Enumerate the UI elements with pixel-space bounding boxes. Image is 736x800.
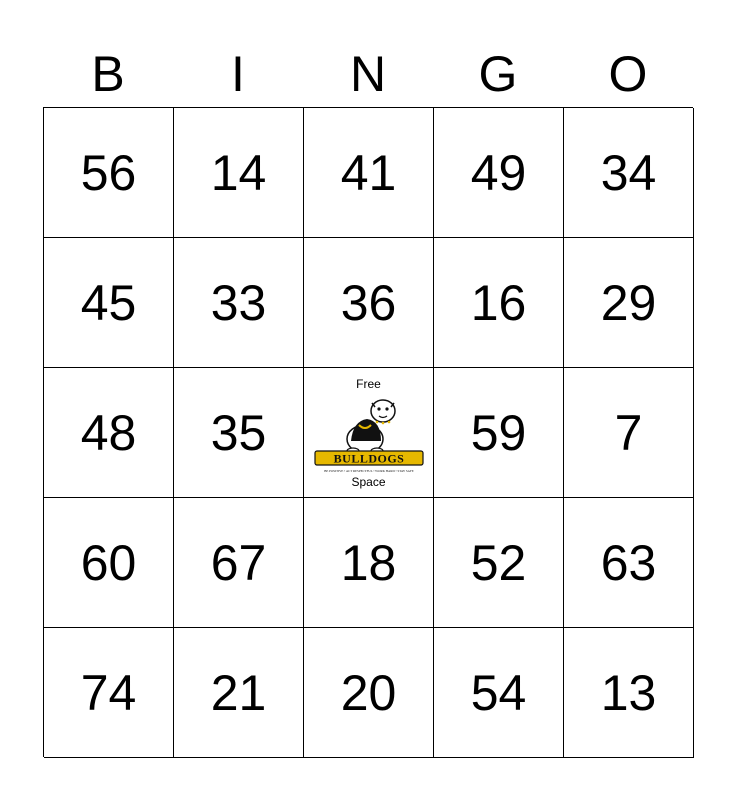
bingo-cell[interactable]: 35 bbox=[174, 368, 304, 498]
bingo-cell[interactable]: 74 bbox=[44, 628, 174, 758]
bingo-cell[interactable]: 63 bbox=[564, 498, 694, 628]
header-letter-b: B bbox=[91, 46, 125, 102]
bingo-cell[interactable]: 7 bbox=[564, 368, 694, 498]
bingo-cell[interactable]: 14 bbox=[174, 108, 304, 238]
header-letter-i: I bbox=[231, 46, 245, 102]
bingo-cell[interactable]: 13 bbox=[564, 628, 694, 758]
bingo-cell[interactable]: 18 bbox=[304, 498, 434, 628]
bingo-cell[interactable]: 48 bbox=[44, 368, 174, 498]
bingo-cell[interactable]: 60 bbox=[44, 498, 174, 628]
bingo-cell[interactable]: 29 bbox=[564, 238, 694, 368]
free-space-label: Free bbox=[356, 376, 381, 391]
bingo-cell[interactable]: 33 bbox=[174, 238, 304, 368]
bingo-grid bbox=[43, 107, 693, 757]
bingo-cell[interactable]: 54 bbox=[434, 628, 564, 758]
bingo-cell[interactable]: 34 bbox=[564, 108, 694, 238]
bulldogs-logo bbox=[307, 391, 431, 475]
header-letter-o: O bbox=[608, 46, 648, 102]
bingo-cell[interactable]: 67 bbox=[174, 498, 304, 628]
bingo-cell[interactable]: 49 bbox=[434, 108, 564, 238]
logo-tagline: BE POSITIVE • ACT RESPECTFUL • WORK HARD • STAY SAFE bbox=[323, 468, 414, 473]
bingo-cell[interactable]: 56 bbox=[44, 108, 174, 238]
bingo-cell[interactable]: 36 bbox=[304, 238, 434, 368]
logo-wordmark: BULLDOGS bbox=[333, 451, 404, 465]
bingo-cell[interactable]: 21 bbox=[174, 628, 304, 758]
free-space-cell[interactable] bbox=[304, 368, 434, 498]
free-space-label: Space bbox=[351, 474, 386, 489]
header-letter-g: G bbox=[478, 46, 518, 102]
bingo-cell[interactable]: 41 bbox=[304, 108, 434, 238]
bingo-cell[interactable]: 59 bbox=[434, 368, 564, 498]
header-letter-n: N bbox=[349, 46, 387, 102]
bingo-cell[interactable]: 16 bbox=[434, 238, 564, 368]
bingo-cell[interactable]: 20 bbox=[304, 628, 434, 758]
bingo-header bbox=[43, 44, 693, 104]
bingo-cell[interactable]: 45 bbox=[44, 238, 174, 368]
bingo-cell[interactable]: 52 bbox=[434, 498, 564, 628]
